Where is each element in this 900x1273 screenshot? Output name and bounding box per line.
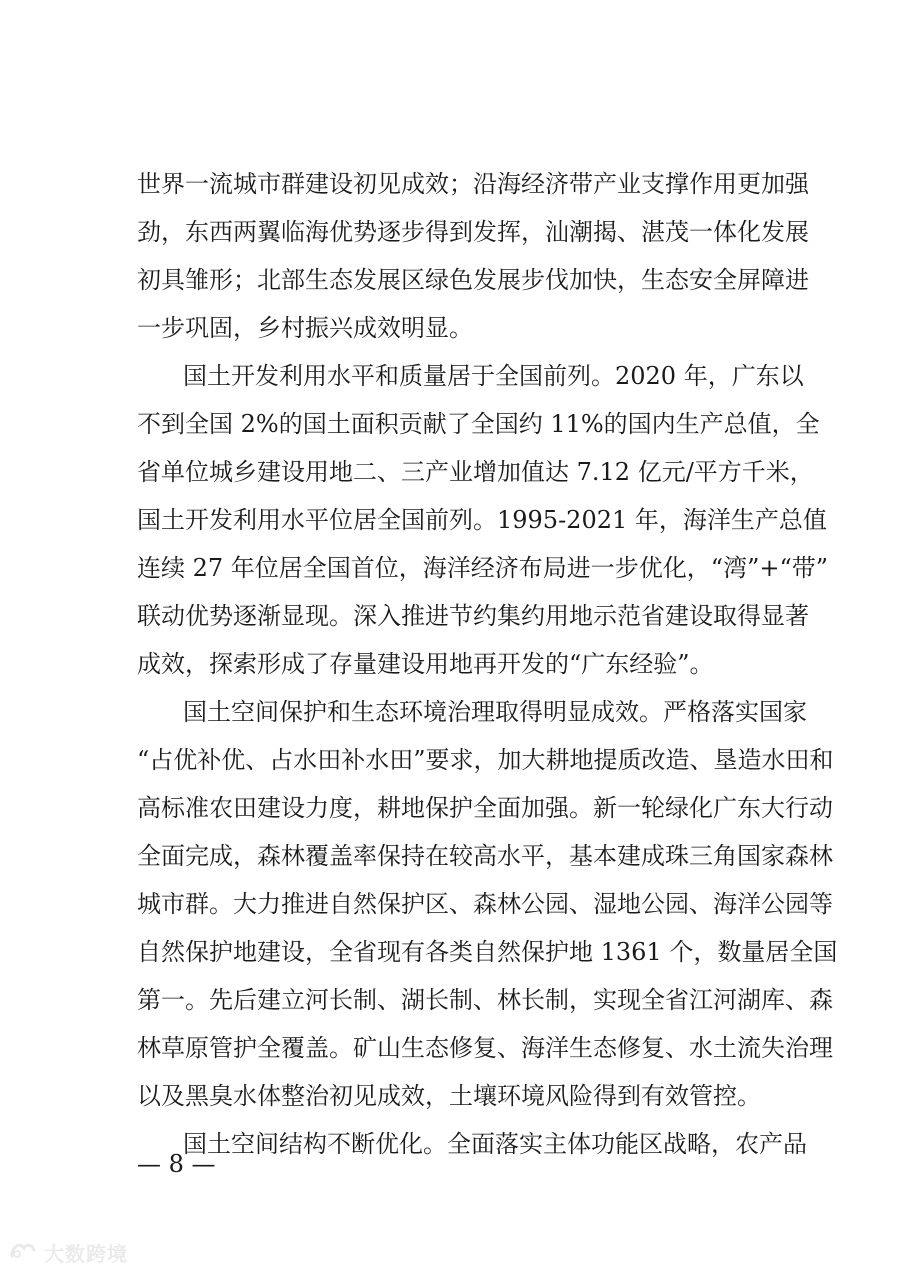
paragraph-1-line-2: 劲，东西两翼临海优势逐步得到发挥，汕潮揭、湛茂一体化发展	[137, 218, 809, 246]
paragraph-4-line-1: 国土空间结构不断优化。全面落实主体功能区战略，农产品	[183, 1130, 807, 1158]
paragraph-3-line-2: “占优补优、占水田补水田”要求，加大耕地提质改造、垦造水田和	[137, 746, 834, 774]
paragraph-3-line-4: 全面完成，森林覆盖率保持在较高水平，基本建成珠三角国家森林	[137, 842, 833, 870]
paragraph-1-line-3: 初具雏形；北部生态发展区绿色发展步伐加快，生态安全屏障进	[137, 266, 809, 294]
paragraph-3-line-6: 自然保护地建设，全省现有各类自然保护地 1361 个，数量居全国	[137, 938, 838, 966]
paragraph-3-line-9: 以及黑臭水体整治初见成效，土壤环境风险得到有效管控。	[137, 1082, 761, 1110]
paragraph-2-line-7: 成效，探索形成了存量建设用地再开发的“广东经验”。	[137, 650, 714, 678]
paragraph-2-line-5: 连续 27 年位居全国首位，海洋经济布局进一步优化，“湾”+“带”	[137, 554, 828, 582]
paragraph-3-line-1: 国土空间保护和生态环境治理取得明显成效。严格落实国家	[183, 698, 807, 726]
paragraph-2-line-2: 不到全国 2%的国土面积贡献了全国约 11%的国内生产总值，全	[137, 410, 820, 438]
paragraph-1-line-4: 一步巩固，乡村振兴成效明显。	[137, 314, 473, 342]
paragraph-1-line-1: 世界一流城市群建设初见成效；沿海经济带产业支撑作用更加强	[137, 170, 809, 198]
watermark-logo-icon	[8, 1238, 38, 1266]
paragraph-2-line-4: 国土开发利用水平位居全国前列。1995-2021 年，海洋生产总值	[137, 506, 827, 534]
paragraph-3-line-7: 第一。先后建立河长制、湖长制、林长制，实现全省江河湖库、森	[137, 986, 833, 1014]
paragraph-2-line-6: 联动优势逐渐显现。深入推进节约集约用地示范省建设取得显著	[137, 602, 809, 630]
paragraph-2-line-1: 国土开发利用水平和质量居于全国前列。2020 年，广东以	[183, 362, 804, 390]
watermark-text: 大数跨境	[44, 1241, 128, 1266]
page-number: — 8 —	[137, 1150, 216, 1178]
paragraph-3-line-5: 城市群。大力推进自然保护区、森林公园、湿地公园、海洋公园等	[137, 890, 833, 918]
paragraph-2-line-3: 省单位城乡建设用地二、三产业增加值达 7.12 亿元/平方千米，	[137, 458, 814, 486]
watermark	[8, 1238, 128, 1266]
paragraph-3-line-3: 高标准农田建设力度，耕地保护全面加强。新一轮绿化广东大行动	[137, 794, 833, 822]
paragraph-3-line-8: 林草原管护全覆盖。矿山生态修复、海洋生态修复、水土流失治理	[137, 1034, 833, 1062]
